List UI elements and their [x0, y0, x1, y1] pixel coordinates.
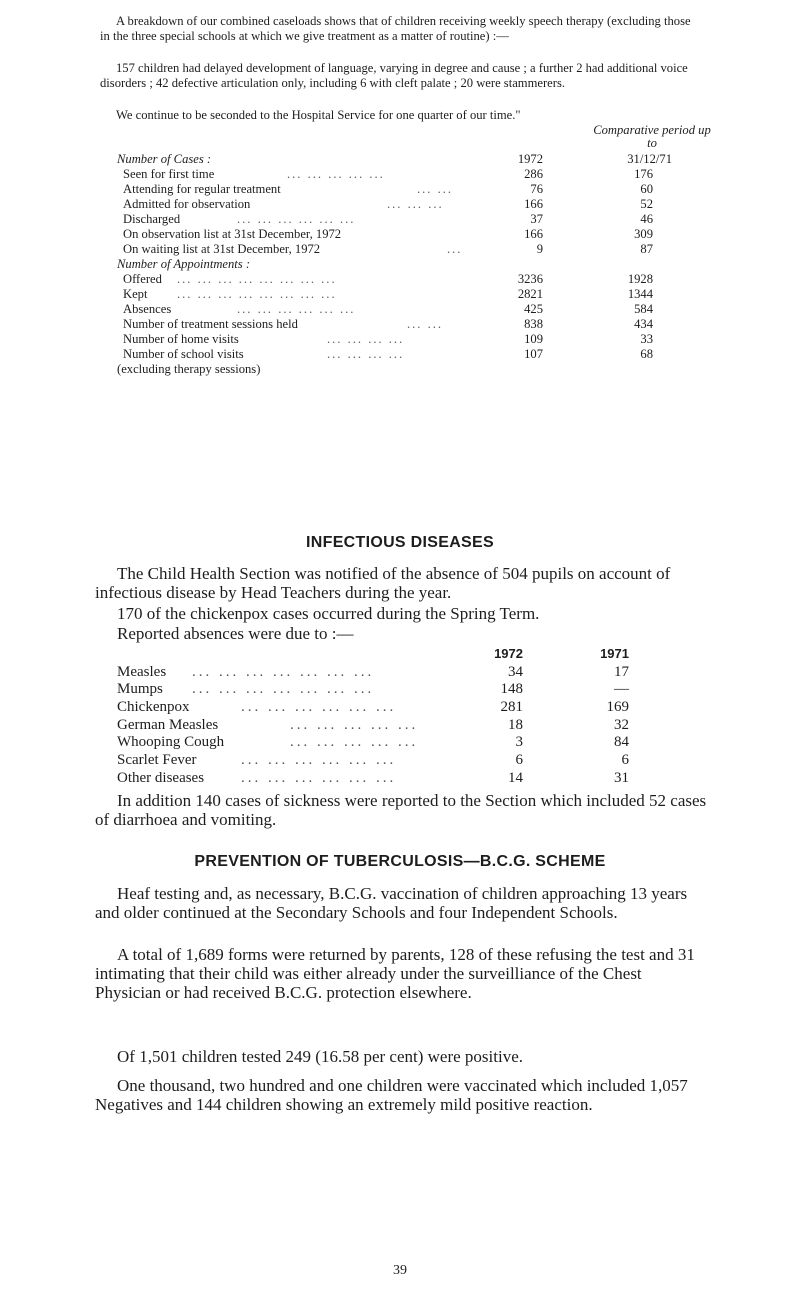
table-row — [117, 362, 677, 377]
leader-dots: ... ... ... — [387, 197, 444, 211]
table-row — [117, 332, 677, 347]
cell-1971: 84 — [614, 734, 629, 751]
row-label: Kept — [123, 287, 148, 301]
table-row — [117, 699, 677, 717]
cell-1971: 17 — [614, 663, 629, 680]
cell-1972: 3236 — [517, 272, 543, 286]
cell-1972: 166 — [524, 227, 543, 241]
cell-prev: 60 — [640, 182, 653, 196]
cell-1971: 32 — [614, 716, 629, 733]
row-label: Attending for regular treatment — [123, 182, 281, 196]
row-label: Measles — [117, 663, 167, 680]
leader-dots: ... ... ... ... ... ... ... — [192, 663, 375, 680]
cell-prev: 1344 — [627, 287, 653, 301]
cell-1972: 2821 — [517, 287, 543, 301]
leader-dots: ... ... — [417, 182, 454, 196]
leader-dots: ... ... ... ... ... — [290, 734, 419, 751]
column-header-prev: 31/12/71 — [627, 152, 672, 166]
row-label: Chickenpox — [117, 699, 190, 716]
cell-1972: 107 — [524, 347, 543, 361]
cell-1972: 6 — [515, 752, 523, 769]
cell-prev: 1928 — [627, 272, 653, 286]
table-row — [117, 182, 677, 197]
cell-prev: 309 — [634, 227, 653, 241]
table-row — [117, 681, 677, 699]
leader-dots: ... ... ... ... ... ... ... ... — [177, 287, 337, 301]
tb-prevention-heading: PREVENTION OF TUBERCULOSIS—B.C.G. SCHEME — [194, 853, 606, 870]
tb-paragraph-4: One thousand, two hundred and one children were vaccinated which included 1,057 Negatives and 144 children showing an extremely mild positive reaction. — [95, 1076, 688, 1114]
tb-paragraph-3: Of 1,501 children tested 249 (16.58 per cent) were positive. — [117, 1047, 523, 1066]
table-header-row — [117, 646, 677, 664]
cell-1972: 14 — [508, 769, 523, 786]
infectious-paragraph-2: 170 of the chickenpox cases occurred during the Spring Term. — [117, 604, 540, 623]
table-row — [117, 197, 677, 212]
cell-1972: 838 — [524, 317, 543, 331]
column-header-1972: 1972 — [517, 152, 543, 166]
tb-paragraph-2: A total of 1,689 forms were returned by parents, 128 of these refusing the test and 31 intimating that their child was either already under the surveilliance of the Chest Physician or had received B.C.G. protection elsewhere. — [95, 945, 695, 1002]
tb-paragraph-1: Heaf testing and, as necessary, B.C.G. vaccination of children approaching 13 years and older continued at the Secondary Schools and four Independent Schools. — [95, 884, 688, 922]
table-row — [117, 770, 677, 788]
cell-1972: 281 — [500, 699, 523, 716]
row-label: On waiting list at 31st December, 1972 — [123, 242, 321, 256]
cell-prev: 584 — [634, 302, 653, 316]
column-header-1971: 1971 — [600, 646, 629, 661]
cell-1972: 148 — [500, 681, 523, 698]
cell-1972: 166 — [524, 197, 543, 211]
speech-cases-table — [117, 152, 677, 257]
row-label: Absences — [123, 302, 172, 316]
speech-paragraph-1: A breakdown of our combined caseloads shows that of children receiving weekly speech therapy (excluding those in the three special schools at which we give treatment as a matter of routine) :— — [100, 14, 691, 43]
row-label: Mumps — [117, 681, 163, 698]
table-row — [117, 287, 677, 302]
table-row — [117, 717, 677, 735]
cell-1971: 31 — [614, 769, 629, 786]
leader-dots: ... ... ... ... ... ... ... ... — [177, 272, 337, 286]
cell-prev: 33 — [640, 332, 653, 346]
table-row — [117, 152, 677, 167]
row-label: Number of treatment sessions held — [123, 317, 298, 331]
cell-prev: 52 — [640, 197, 653, 211]
cell-1971: 6 — [621, 752, 629, 769]
section-label-appointments: Number of Appointments : — [117, 257, 251, 271]
table-row — [117, 272, 677, 287]
row-label: Discharged — [123, 212, 181, 226]
cell-1972: 34 — [508, 663, 523, 680]
leader-dots: ... ... ... ... ... ... — [237, 212, 356, 226]
cell-1972: 18 — [508, 716, 523, 733]
cell-1972: 3 — [515, 734, 523, 751]
table-row — [117, 257, 677, 272]
table-row — [117, 212, 677, 227]
table-row — [117, 664, 677, 682]
infectious-closing-paragraph: In addition 140 cases of sickness were reported to the Section which included 52 cases of diarrhoea and vomiting. — [95, 791, 707, 829]
leader-dots: ... ... ... ... ... ... — [237, 302, 356, 316]
leader-dots: ... ... ... ... — [327, 347, 405, 361]
row-label: Number of school visits — [123, 347, 244, 361]
leader-dots: ... — [447, 242, 463, 256]
table-row — [117, 752, 677, 770]
comparative-period-header: Comparative period up to — [593, 123, 711, 150]
infectious-paragraph-3: Reported absences were due to :— — [117, 624, 354, 643]
row-label: Scarlet Fever — [117, 752, 197, 769]
speech-paragraph-3: We continue to be seconded to the Hospital Service for one quarter of our time." — [116, 108, 521, 122]
table-row — [117, 167, 677, 182]
leader-dots: ... ... ... ... ... — [290, 716, 419, 733]
section-label-cases: Number of Cases : — [117, 152, 212, 166]
table-row — [117, 317, 677, 332]
absences-table — [117, 646, 677, 788]
leader-dots: ... ... ... ... ... ... ... — [192, 681, 375, 698]
leader-dots: ... ... — [407, 317, 444, 331]
row-label: Whooping Cough — [117, 734, 225, 751]
table-row — [117, 242, 677, 257]
leader-dots: ... ... ... ... — [327, 332, 405, 346]
leader-dots: ... ... ... ... ... ... — [241, 769, 397, 786]
table-row — [117, 734, 677, 752]
cell-1972: 425 — [524, 302, 543, 316]
cell-1972: 109 — [524, 332, 543, 346]
cell-1972: 37 — [530, 212, 543, 226]
cell-prev: 87 — [640, 242, 653, 256]
table-row — [117, 347, 677, 362]
table-row — [117, 302, 677, 317]
leader-dots: ... ... ... ... ... ... — [241, 699, 397, 716]
infectious-paragraph-1: The Child Health Section was notified of the absence of 504 pupils on account of infectious disease by Head Teachers during the year. — [95, 564, 671, 602]
row-label: Admitted for observation — [123, 197, 251, 211]
cell-1972: 286 — [524, 167, 543, 181]
cell-prev: 68 — [640, 347, 653, 361]
speech-paragraph-2: 157 children had delayed development of language, varying in degree and cause ; a further 2 had additional voice disorders ; 42 defective articulation only, including 6 with cleft palate ; 20 were stammerers. — [100, 61, 688, 90]
cell-1971: — — [614, 681, 629, 698]
row-label: German Measles — [117, 716, 219, 733]
speech-appointments-table — [117, 257, 677, 377]
cell-1971: 169 — [606, 699, 629, 716]
row-label: On observation list at 31st December, 1972 — [123, 227, 342, 241]
row-label: Offered — [123, 272, 162, 286]
table-footnote: (excluding therapy sessions) — [117, 362, 261, 376]
infectious-diseases-heading: INFECTIOUS DISEASES — [306, 534, 494, 551]
table-row — [117, 227, 677, 242]
row-label: Other diseases — [117, 769, 205, 786]
cell-1972: 76 — [530, 182, 543, 196]
cell-prev: 434 — [634, 317, 653, 331]
cell-1972: 9 — [536, 242, 543, 256]
row-label: Seen for first time — [123, 167, 215, 181]
row-label: Number of home visits — [123, 332, 239, 346]
page-number: 39 — [393, 1263, 407, 1278]
leader-dots: ... ... ... ... ... ... — [241, 752, 397, 769]
cell-prev: 176 — [634, 167, 653, 181]
leader-dots: ... ... ... ... ... — [287, 167, 385, 181]
column-header-1972: 1972 — [494, 646, 523, 661]
cell-prev: 46 — [640, 212, 653, 226]
